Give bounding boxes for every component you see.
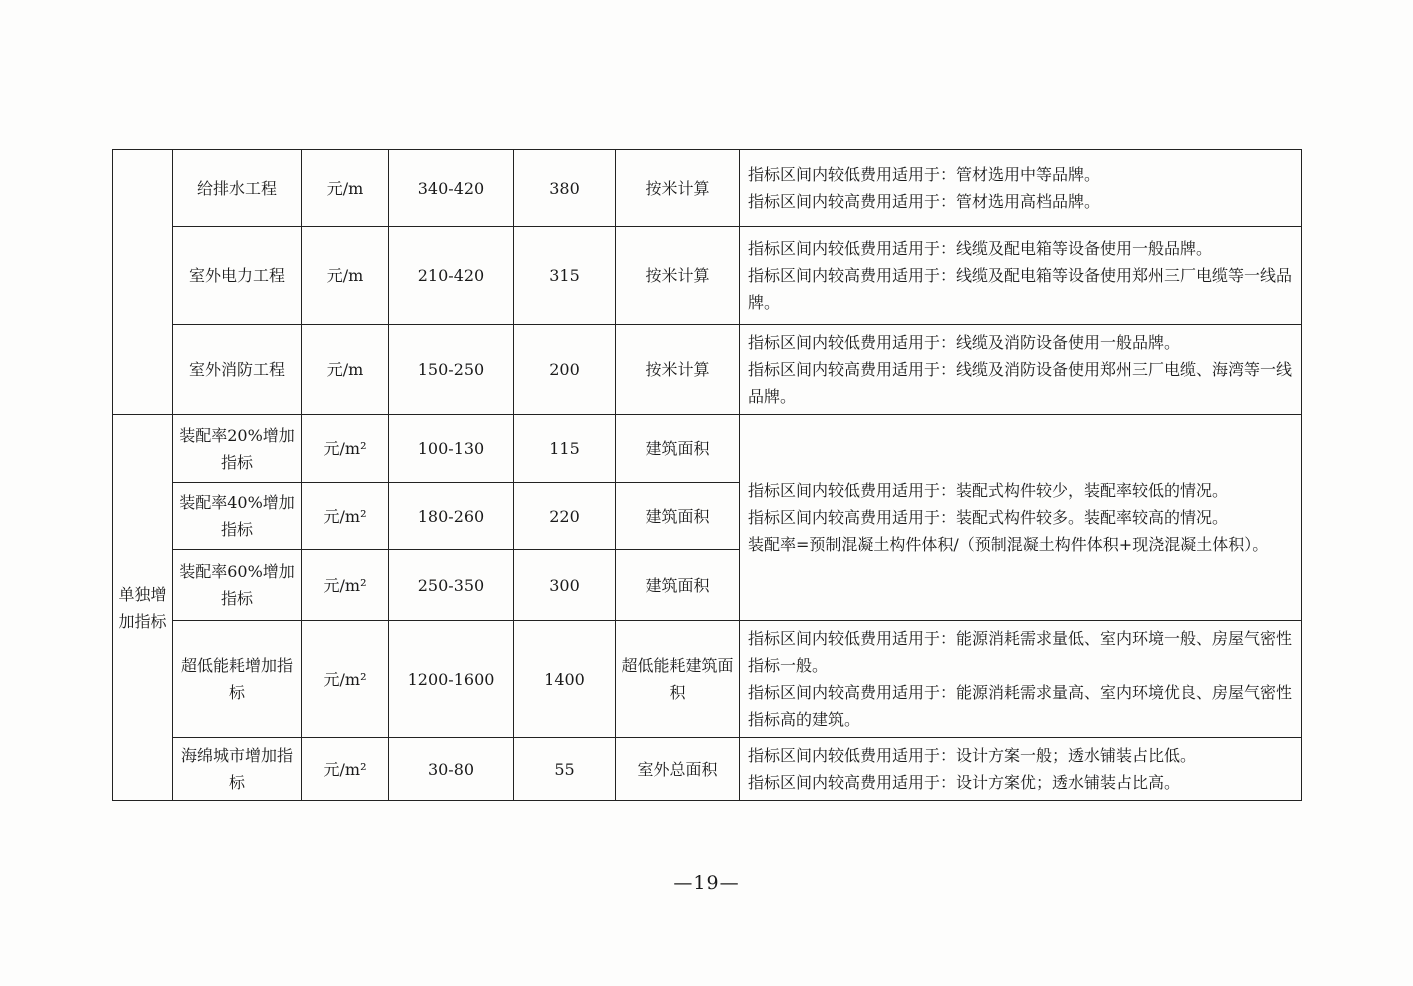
note-line: 指标区间内较高费用适用于：线缆及消防设备使用郑州三厂电缆、海湾等一线品牌。 xyxy=(748,360,1293,406)
item-name: 给排水工程 xyxy=(173,150,302,227)
note-line: 指标区间内较低费用适用于：设计方案一般；透水铺装占比低。 xyxy=(748,746,1197,765)
note-line: 指标区间内较高费用适用于：能源消耗需求量高、室内环境优良、房屋气密性指标高的建筑。 xyxy=(748,683,1293,729)
calculation-basis: 建筑面积 xyxy=(616,415,740,483)
reference-value: 55 xyxy=(514,738,616,801)
table-row xyxy=(113,621,1302,738)
index-range: 150-250 xyxy=(389,325,514,415)
calculation-basis: 按米计算 xyxy=(616,150,740,227)
index-range: 180-260 xyxy=(389,483,514,550)
index-range: 30-80 xyxy=(389,738,514,801)
note-line: 指标区间内较高费用适用于：装配式构件较多。装配率较高的情况。 xyxy=(748,508,1229,527)
table-row xyxy=(113,150,1302,227)
calculation-basis: 超低能耗建筑面积 xyxy=(616,621,740,738)
note-line: 指标区间内较高费用适用于：管材选用高档品牌。 xyxy=(748,192,1101,211)
index-range: 340-420 xyxy=(389,150,514,227)
note-cell xyxy=(740,738,1302,801)
note-line: 指标区间内较低费用适用于：装配式构件较少，装配率较低的情况。 xyxy=(748,481,1229,500)
note-line: 指标区间内较低费用适用于：线缆及配电箱等设备使用一般品牌。 xyxy=(748,239,1213,258)
reference-value: 315 xyxy=(514,227,616,325)
unit: 元/m xyxy=(302,325,389,415)
table-row xyxy=(113,227,1302,325)
calculation-basis: 建筑面积 xyxy=(616,483,740,550)
calculation-basis: 室外总面积 xyxy=(616,738,740,801)
page-number: —19— xyxy=(673,872,740,894)
index-range: 210-420 xyxy=(389,227,514,325)
reference-value: 115 xyxy=(514,415,616,483)
item-name: 装配率60%增加指标 xyxy=(173,550,302,621)
item-name: 室外电力工程 xyxy=(173,227,302,325)
cost-index-table xyxy=(112,149,1302,801)
reference-value: 380 xyxy=(514,150,616,227)
note-line: 指标区间内较低费用适用于：线缆及消防设备使用一般品牌。 xyxy=(748,333,1181,352)
category-cell-blank xyxy=(113,150,173,415)
table-row xyxy=(113,738,1302,801)
reference-value: 220 xyxy=(514,483,616,550)
note-line: 装配率=预制混凝土构件体积/（预制混凝土构件体积+现浇混凝土体积）。 xyxy=(748,535,1269,554)
reference-value: 1400 xyxy=(514,621,616,738)
unit: 元/m² xyxy=(302,483,389,550)
item-name: 装配率40%增加指标 xyxy=(173,483,302,550)
table-row xyxy=(113,415,1302,483)
prefab-note-cell xyxy=(740,415,1302,621)
note-cell xyxy=(740,325,1302,415)
unit: 元/m² xyxy=(302,738,389,801)
unit: 元/m xyxy=(302,227,389,325)
reference-value: 200 xyxy=(514,325,616,415)
item-name: 超低能耗增加指标 xyxy=(173,621,302,738)
note-cell xyxy=(740,227,1302,325)
unit: 元/m xyxy=(302,150,389,227)
note-cell xyxy=(740,621,1302,738)
note-line: 指标区间内较高费用适用于：设计方案优；透水铺装占比高。 xyxy=(748,773,1181,792)
unit: 元/m² xyxy=(302,415,389,483)
category-cell: 单独增加指标 xyxy=(113,415,173,801)
note-line: 指标区间内较低费用适用于：能源消耗需求量低、室内环境一般、房屋气密性指标一般。 xyxy=(748,629,1293,675)
item-name: 室外消防工程 xyxy=(173,325,302,415)
index-range: 1200-1600 xyxy=(389,621,514,738)
calculation-basis: 按米计算 xyxy=(616,325,740,415)
calculation-basis: 按米计算 xyxy=(616,227,740,325)
note-line: 指标区间内较高费用适用于：线缆及配电箱等设备使用郑州三厂电缆等一线品牌。 xyxy=(748,266,1293,312)
item-name: 装配率20%增加指标 xyxy=(173,415,302,483)
unit: 元/m² xyxy=(302,550,389,621)
reference-value: 300 xyxy=(514,550,616,621)
index-range: 250-350 xyxy=(389,550,514,621)
calculation-basis: 建筑面积 xyxy=(616,550,740,621)
note-line: 指标区间内较低费用适用于：管材选用中等品牌。 xyxy=(748,165,1101,184)
unit: 元/m² xyxy=(302,621,389,738)
note-cell xyxy=(740,150,1302,227)
index-range: 100-130 xyxy=(389,415,514,483)
item-name: 海绵城市增加指标 xyxy=(173,738,302,801)
table-row xyxy=(113,325,1302,415)
